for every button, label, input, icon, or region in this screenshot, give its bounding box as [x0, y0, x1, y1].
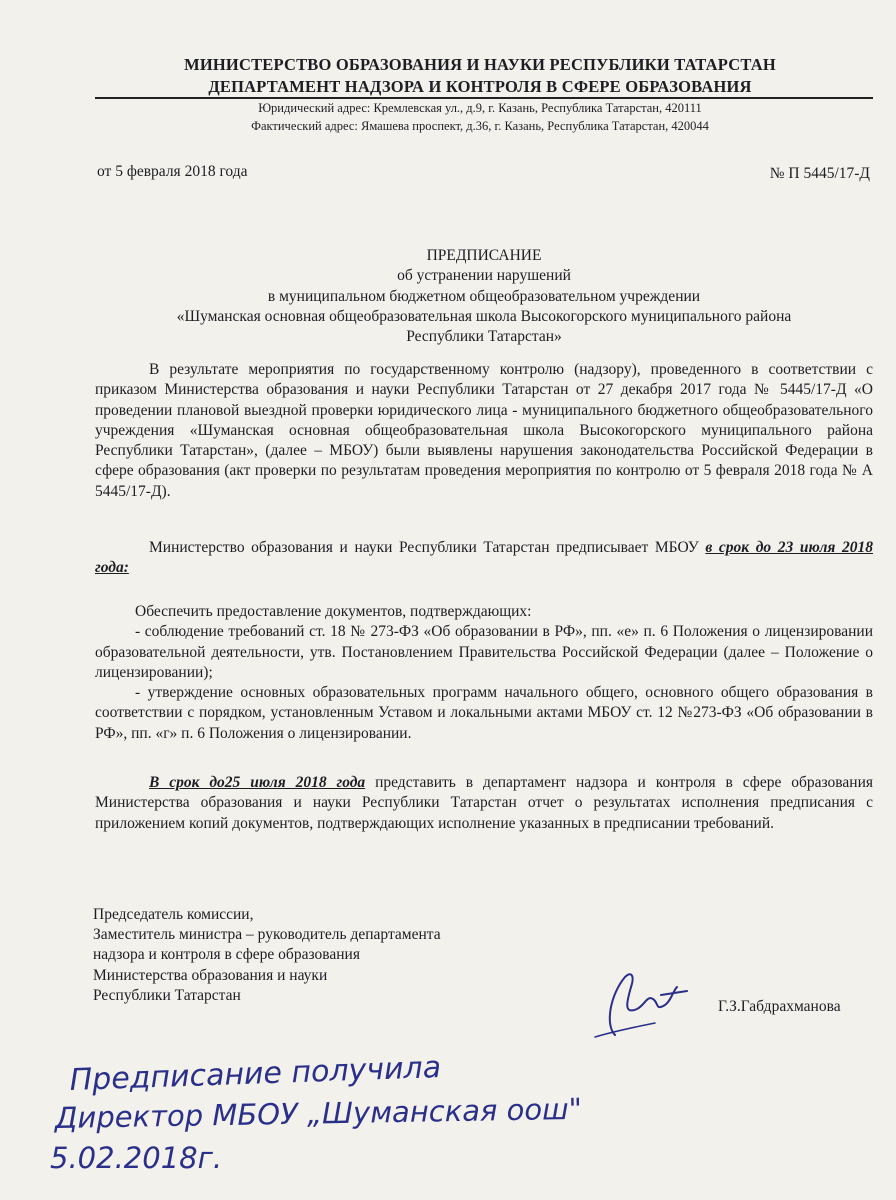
- signature-line-3: надзора и контроля в сфере образования: [93, 946, 360, 964]
- paragraph-requirements: [95, 602, 873, 744]
- handwritten-line-2: Директор МБОУ „Шуманская оош": [54, 1091, 583, 1135]
- handwritten-signature-icon: [575, 965, 695, 1045]
- title-line-5: Республики Татарстан»: [406, 328, 562, 346]
- signature-line-1: Председатель комиссии,: [93, 906, 254, 923]
- actual-address: Фактический адрес: Ямашева проспект, д.36, г. Казань, Республика Татарстан, 420044: [251, 119, 709, 133]
- deadline-2: В срок до25 июля 2018 года: [149, 774, 366, 791]
- title-line-3: в муниципальном бюджетном общеобразовательном учреждении: [267, 287, 701, 305]
- signature-line-4: Министерства образования и науки: [93, 966, 328, 984]
- header-divider: [95, 97, 873, 99]
- paragraph-prescription: [95, 538, 873, 579]
- signature-line-2: Заместитель министра – руководитель департамента: [93, 926, 441, 944]
- requirements-intro: Обеспечить предоставление документов, подтверждающих:: [135, 603, 532, 620]
- department-heading: ДЕПАРТАМЕНТ НАДЗОРА И КОНТРОЛЯ В СФЕРЕ ОБРАЗОВАНИЯ: [208, 77, 752, 96]
- signature-line-5: Республики Татарстан: [93, 986, 241, 1004]
- handwritten-receipt-note: [0, 1040, 896, 1200]
- handwritten-line-1: Предписание получила: [69, 1050, 442, 1098]
- document-date: от 5 февраля 2018 года: [97, 163, 248, 180]
- handwritten-line-3: 5.02.2018г.: [50, 1141, 223, 1175]
- legal-address: Юридический адрес: Кремлевская ул., д.9, г. Казань, Республика Татарстан, 420111: [258, 101, 702, 115]
- signature-block: [93, 905, 441, 1006]
- requirement-item-2: - утверждение основных образовательных программ начального общего, основного общего образования в соответствии с порядком, установленным Уставом и локальными актами МБОУ ст. 12 №273-ФЗ «Об образовании в РФ», пп. «г» п. 6 Положения о лицензировании.: [95, 684, 873, 742]
- title-line-1: ПРЕДПИСАНИЕ: [426, 247, 542, 264]
- title-line-2: об устранении нарушений: [397, 267, 571, 285]
- title-line-4: «Шуманская основная общеобразовательная школа Высокогорского муниципального района: [176, 307, 792, 325]
- paragraph-report: [95, 773, 873, 834]
- paragraph-findings: В результате мероприятия по государственному контролю (надзору), проведенного в соответствии с приказом Министерства образования и науки Республики Татарстан от 27 декабря 2017 года № 5445/17-Д «О проведении плановой выездной проверки юридического лица - муниципального бюджетного общеобразовательного учреждения «Шуманская основная общеобразовательная школа Высокогорского муниципального района Республики Татарстан», (далее – МБОУ) были выявлены нарушения законодательства Российской Федерации в сфере образования (акт проверки по результатам проведения мероприятия по контролю от 5 февраля 2018 года № А 5445/17-Д).: [95, 361, 873, 500]
- requirement-item-1: - соблюдение требований ст. 18 № 273-ФЗ «Об образовании в РФ», пп. «е» п. 6 Положения о лицензировании образовательной деятельности, утв. Постановлением Правительства Российской Федерации (далее – Положение о лицензировании);: [95, 623, 873, 681]
- document-number: № П 5445/17-Д: [769, 165, 870, 182]
- signer-name: Г.З.Габдрахманова: [718, 998, 841, 1015]
- document-title: [95, 246, 873, 347]
- report-text: представить в департамент надзора и контроля в сфере образования Министерства образования и науки Республики Татарстан отчет о результатах исполнения предписания с приложением копий документов, подтверждающих исполнение указанных в предписании требований.: [95, 774, 873, 832]
- deadline-1: в срок до 23 июля 2018 года:: [95, 539, 873, 577]
- ministry-heading: МИНИСТЕРСТВО ОБРАЗОВАНИЯ И НАУКИ РЕСПУБЛИКИ ТАТАРСТАН: [184, 55, 776, 74]
- prescription-text: Министерство образования и науки Республики Татарстан предписывает МБОУ: [149, 539, 706, 556]
